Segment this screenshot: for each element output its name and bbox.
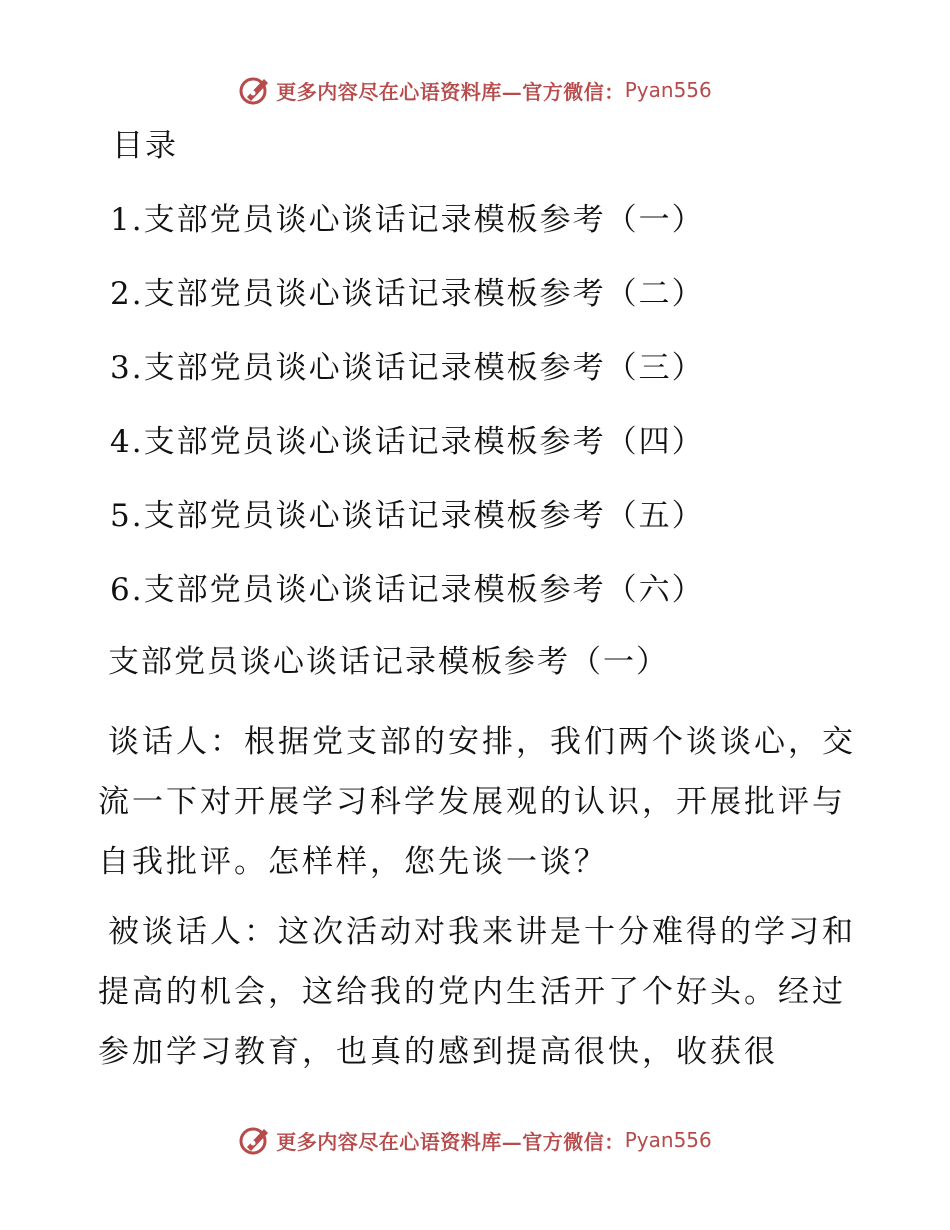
footer-banner <box>0 1120 950 1160</box>
header-banner <box>0 70 950 110</box>
banner-text: 更多内容尽在心语资料库—官方微信： <box>276 1129 625 1154</box>
toc-item: 6.支部党员谈心谈话记录模板参考（六） <box>110 572 705 608</box>
banner-wechat-id: Pyan556 <box>624 78 712 102</box>
banner-wechat-id: Pyan556 <box>624 1128 712 1152</box>
body-paragraph: 被谈话人：这次活动对我来讲是十分难得的学习和提高的机会，这给我的党内生活开了个好头。经过参加学习教育，也真的感到提高很快，收获很 <box>98 914 856 1070</box>
toc-item: 1.支部党员谈心谈话记录模板参考（一） <box>110 202 705 238</box>
toc-item: 2.支部党员谈心谈话记录模板参考（二） <box>110 276 705 312</box>
toc-item: 5.支部党员谈心谈话记录模板参考（五） <box>110 498 705 534</box>
body-paragraph: 谈话人：根据党支部的安排，我们两个谈谈心，交流一下对开展学习科学发展观的认识，开展批评与自我批评。怎样样，您先谈一谈？ <box>98 724 856 880</box>
pen-nib-logo-icon <box>238 73 272 107</box>
toc-item: 3.支部党员谈心谈话记录模板参考（三） <box>110 350 705 386</box>
toc-list <box>110 196 705 640</box>
pen-nib-logo-icon <box>238 1123 272 1157</box>
toc-item: 4.支部党员谈心谈话记录模板参考（四） <box>110 424 705 460</box>
section-heading: 支部党员谈心谈话记录模板参考（一） <box>108 644 669 680</box>
banner-text: 更多内容尽在心语资料库—官方微信： <box>276 79 625 104</box>
toc-title: 目录 <box>112 128 178 164</box>
